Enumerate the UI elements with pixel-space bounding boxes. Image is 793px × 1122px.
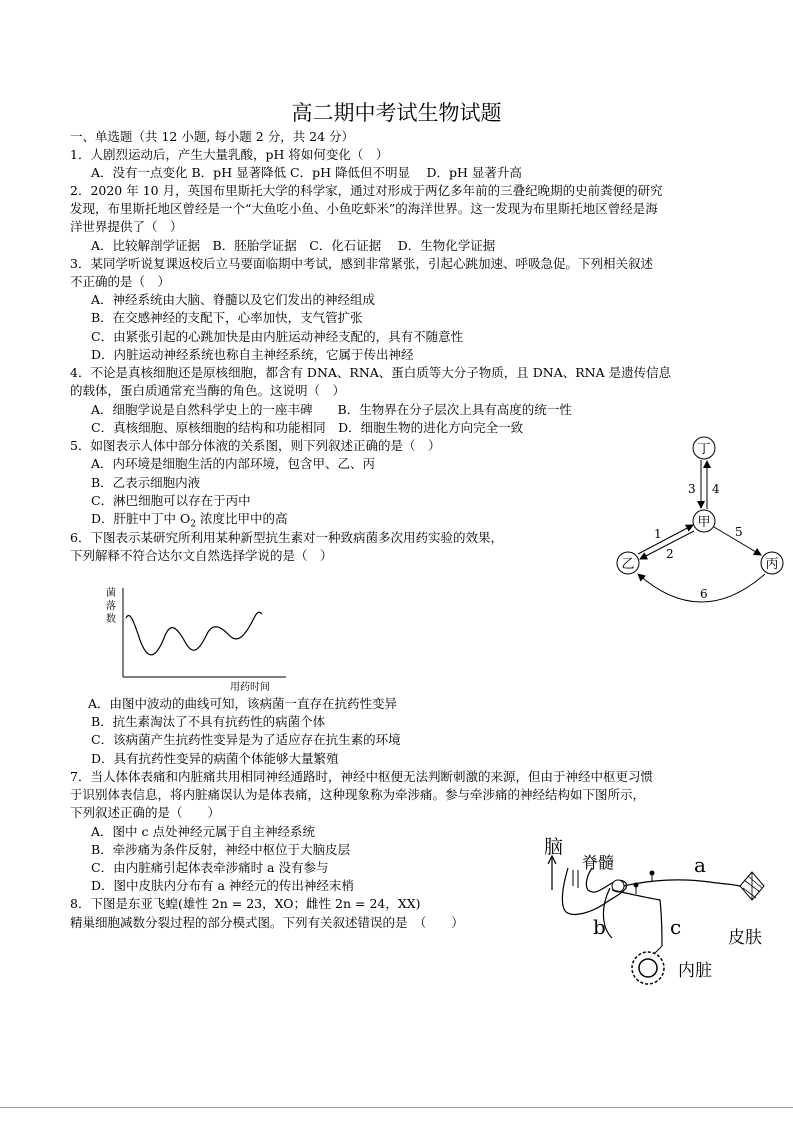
antibiotic-curve-chart <box>98 580 298 695</box>
q1-options: A．没有一点变化 B．pH 显著降低 C．pH 降低但不明显 D．pH 显著升高 <box>91 165 522 180</box>
q7-option-a: A．图中 c 点处神经元属于自主神经系统 <box>91 824 315 839</box>
label-jia: 甲 <box>697 515 711 530</box>
ylabel-char-2: 落 <box>106 601 116 612</box>
q5-option-d: D．肝脏中丁中 $O_2$ 浓度比甲中的高 <box>91 511 288 530</box>
label-4: 4 <box>712 482 720 496</box>
q6-option-c: C．该病菌产生抗药性变异是为了适应存在抗生素的环境 <box>91 732 401 747</box>
q7-option-d: D．图中皮肤内分布有 a 神经元的传出神经末梢 <box>91 878 354 893</box>
label-ding: 丁 <box>697 442 711 457</box>
q7-line3: 下列叙述正确的是（ ） <box>70 805 221 820</box>
q6-option-b: B．抗生素淘汰了不具有抗药性的病菌个体 <box>91 714 326 729</box>
label-b: b <box>593 915 606 939</box>
label-yi: 乙 <box>621 557 635 572</box>
q6-option-d: D．具有抗药性变异的病菌个体能够大量繁殖 <box>91 751 339 766</box>
q4-line2: 的载体，蛋白质通常充当酶的角色。这说明（ ） <box>70 383 346 398</box>
label-bing: 丙 <box>765 557 779 572</box>
q8-line1: 8．下图是东亚飞蝗(雄性 2n = 23，XO；雌性 2n = 24，XX) <box>70 896 421 911</box>
label-c: c <box>670 915 682 939</box>
label-brain: 脑 <box>544 836 564 858</box>
q2-line3: 洋世界提供了（ ） <box>70 219 183 234</box>
label-6: 6 <box>700 587 708 601</box>
q1-stem: 1．人剧烈运动后，产生大量乳酸，pH 将如何变化（ ） <box>70 147 389 162</box>
body-fluid-diagram <box>608 430 788 610</box>
q3-option-d: D．内脏运动神经系统也称自主神经系统，它属于传出神经 <box>91 347 414 362</box>
q8-line2: 精巢细胞减数分裂过程的部分模式图。下列有关叙述错误的是 （ ） <box>70 915 464 930</box>
q3-line2: 不正确的是（ ） <box>70 274 171 289</box>
population-curve <box>126 612 262 655</box>
visceral-organ-icon <box>632 952 664 984</box>
q3-option-c: C．由紧张引起的心跳加快是由内脏运动神经支配的，具有不随意性 <box>91 329 464 344</box>
neuron-c <box>612 890 662 946</box>
label-3: 3 <box>688 482 696 496</box>
q7-line2: 于识别体表信息，将内脏痛误认为是体表痛，这种现象称为牵涉痛。参与牵涉痛的神经结构如下图所示， <box>70 787 646 802</box>
q7-option-b: B．牵涉痛为条件反射，神经中枢位于大脑皮层 <box>91 842 351 857</box>
q5-option-c: C．淋巴细胞可以存在于丙中 <box>91 493 251 508</box>
q4-options-cd: C．真核细胞、原核细胞的结构和功能相同 D．细胞生物的进化方向完全一致 <box>91 420 524 435</box>
referred-pain-diagram <box>540 828 790 988</box>
neuron-a <box>624 880 740 886</box>
q6-option-a: A．由图中波动的曲线可知，该病菌一直存在抗药性变异 <box>88 696 398 711</box>
ylabel-char-3: 数 <box>106 614 116 625</box>
label-a: a <box>694 853 706 877</box>
q7-option-c: C．由内脏痛引起体表牵涉痛时 a 没有参与 <box>91 860 329 875</box>
section-heading: 一、单选题（共 12 小题, 每小题 2 分，共 24 分） <box>70 129 355 144</box>
label-spine: 脊髓 <box>582 853 615 872</box>
q2-line1: 2．2020 年 10 月，英国布里斯托大学的科学家，通过对形成于两亿多年前的三叠纪晚期的史前粪便的研究 <box>70 183 663 198</box>
label-1: 1 <box>654 527 662 541</box>
q2-line2: 发现，布里斯托地区曾经是一个“大鱼吃小鱼、小鱼吃虾米”的海洋世界。这一发现为布里斯托地区曾经是海 <box>70 201 658 216</box>
q4-options-ab: A．细胞学说是自然科学史上的一座丰碑 B．生物界在分子层次上具有高度的统一性 <box>91 402 572 417</box>
xlabel: 用药时间 <box>230 682 270 693</box>
label-skin: 皮肤 <box>728 928 762 948</box>
page-bottom-rule <box>0 1107 793 1108</box>
q5-option-a: A．内环境是细胞生活的内部环境，包含甲、乙、丙 <box>91 456 376 471</box>
q6-line1: 6．下图表示某研究所利用某种新型抗生素对一种致病菌多次用药实验的效果， <box>70 530 503 545</box>
q4-line1: 4．不论是真核细胞还是原核细胞，都含有 DNA、RNA、蛋白质等大分子物质，且 DNA、RNA 是遗传信息 <box>70 365 672 380</box>
q2-options: A．比较解剖学证据 B．胚胎学证据 C．化石证据 D．生物化学证据 <box>91 238 496 253</box>
q7-line1: 7．当人体体表痛和内脏痛共用相同神经通路时，神经中枢便无法判断刺激的来源，但由于神经中枢更习惯 <box>70 769 653 784</box>
q5-stem: 5．如图表示人体中部分体液的关系图，则下列叙述正确的是（ ） <box>70 438 441 453</box>
label-organ: 内脏 <box>678 961 712 981</box>
ylabel-char-1: 菌 <box>106 588 116 599</box>
label-5: 5 <box>735 525 743 539</box>
q3-option-a: A．神经系统由大脑、脊髓以及它们发出的神经组成 <box>91 292 376 307</box>
q5-option-b: B．乙表示细胞内液 <box>91 475 201 490</box>
q3-line1: 3．某同学听说复课返校后立马要面临期中考试，感到非常紧张，引起心跳加速、呼吸急促。下列相关叙述 <box>70 256 653 271</box>
q6-line2: 下列解释不符合达尔文自然选择学说的是（ ） <box>70 548 333 563</box>
page-title: 高二期中考试生物试题 <box>291 101 502 125</box>
q3-option-b: B．在交感神经的支配下，心率加快，支气管扩张 <box>91 310 363 325</box>
label-2: 2 <box>666 547 674 561</box>
skin-receptor-icon <box>740 872 764 900</box>
